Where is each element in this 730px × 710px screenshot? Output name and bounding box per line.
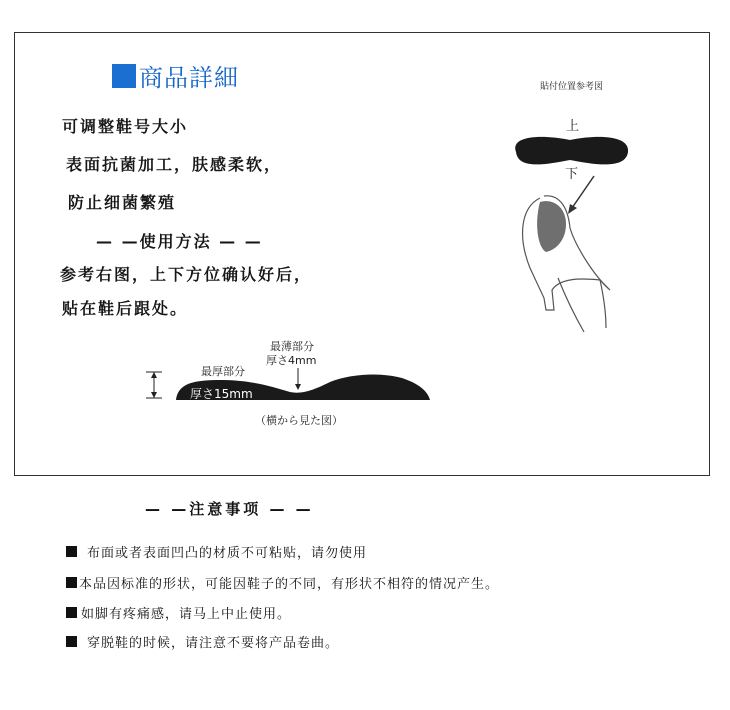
placement-down-label: 下 xyxy=(565,167,579,182)
feature-line-1: 可调整鞋号大小 xyxy=(62,117,189,136)
note-text: 本品因标准的形状，可能因鞋子的不同，有形状不相符的情况产生。 xyxy=(79,577,500,592)
square-bullet-icon xyxy=(66,577,77,588)
square-bullet-icon xyxy=(66,546,77,557)
placement-title: 貼付位置参考図 xyxy=(540,82,604,92)
details-heading xyxy=(112,58,239,93)
thickest-label: 最厚部分 xyxy=(201,365,245,378)
heel-pad-shape xyxy=(515,137,628,165)
pointer-arrow-icon xyxy=(572,176,594,208)
blue-square-icon xyxy=(112,64,136,88)
square-bullet-icon xyxy=(66,607,77,618)
side-profile-diagram xyxy=(140,366,440,406)
note-text: 穿脱鞋的时候，请注意不要将产品卷曲。 xyxy=(87,636,340,651)
notes-title: — —注意事项 — — xyxy=(145,500,314,518)
pad-in-shoe xyxy=(537,201,566,252)
note-item xyxy=(66,542,367,561)
square-bullet-icon xyxy=(66,636,77,647)
feature-line-2: 表面抗菌加工，肤感柔软， xyxy=(66,155,283,174)
heading-text: 商品詳細 xyxy=(139,64,239,92)
note-item xyxy=(66,632,339,651)
thinnest-value: 厚さ4mm xyxy=(266,354,317,367)
note-text: 如脚有疼痛感，请马上中止使用。 xyxy=(81,607,292,622)
profile-caption: （横から見た図） xyxy=(255,414,343,427)
usage-line-1: 参考右图，上下方位确认好后， xyxy=(60,265,313,284)
feature-line-3: 防止细菌繁殖 xyxy=(68,193,177,212)
placement-diagram xyxy=(500,128,650,338)
usage-title: — —使用方法 — — xyxy=(96,232,263,251)
usage-line-2: 贴在鞋后跟处。 xyxy=(62,299,189,318)
note-text: 布面或者表面凹凸的材质不可粘贴，请勿使用 xyxy=(87,546,368,561)
thinnest-label: 最薄部分 xyxy=(270,340,314,353)
placement-up-label: 上 xyxy=(566,119,580,134)
note-item xyxy=(66,573,499,592)
thickest-value: 厚さ15mm xyxy=(190,387,253,401)
shoe-outline xyxy=(523,198,608,310)
note-item xyxy=(66,603,291,622)
